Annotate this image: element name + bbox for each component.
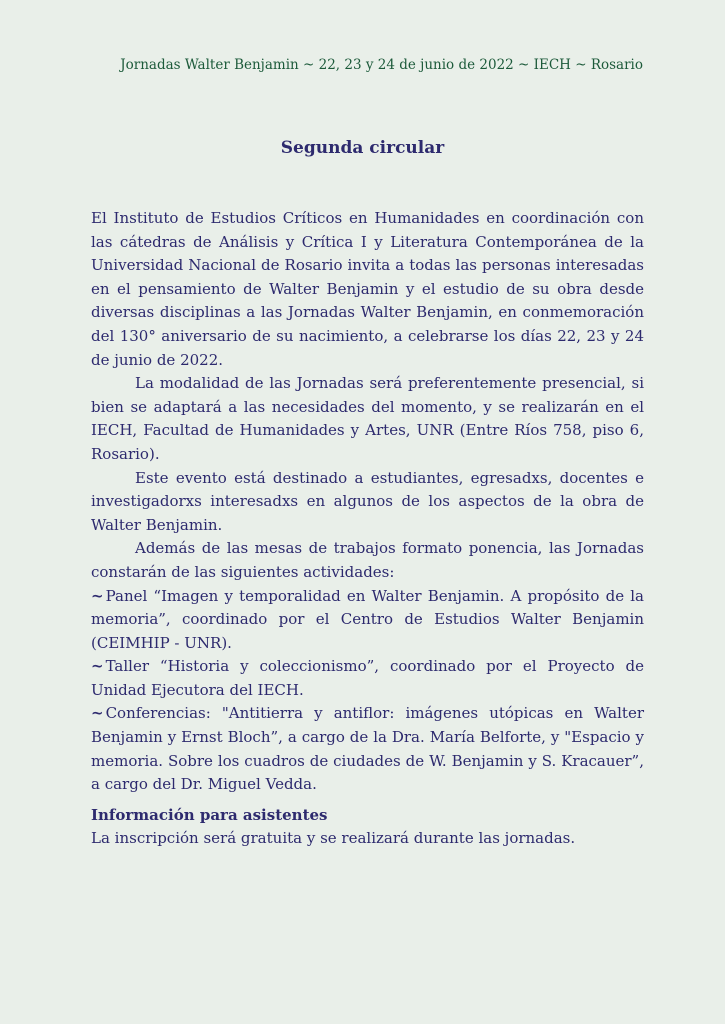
activity-item-conferences (91, 702, 644, 796)
activity-text: Panel “Imagen y temporalidad en Walter Benjamin. A propósito de la memoria”, coordinado por el Centro de Estudios Walter Benjamin (CEIMHIP - UNR). (91, 586, 644, 652)
tilde-marker: ~ (91, 657, 104, 676)
activity-text: Conferencias: "Antitierra y antiflor: imágenes utópicas en Walter Benjamin y Ernst Bloch”, a cargo de la Dra. María Belforte, y "Espacio y memoria. Sobre los cuadros de ciudades de W. Benjamin y S. Kracauer”, a cargo del Dr. Miguel Vedda. (91, 704, 644, 794)
activities-intro-paragraph: Además de las mesas de trabajos formato ponencia, las Jornadas constarán de las siguientes actividades: (91, 539, 644, 581)
running-header: Jornadas Walter Benjamin ~ 22, 23 y 24 de junio de 2022 ~ IECH ~ Rosario (120, 57, 643, 73)
tilde-marker: ~ (91, 704, 104, 723)
activity-text: Taller “Historia y coleccionismo”, coordinado por el Proyecto de Unidad Ejecutora del IECH. (91, 657, 644, 699)
activity-item-panel (91, 585, 644, 656)
intro-paragraph: El Instituto de Estudios Críticos en Humanidades en coordinación con las cátedras de Análisis y Crítica I y Literatura Contemporánea de la Universidad Nacional de Rosario invita a todas las personas interesadas en el pensamiento de Walter Benjamin y el estudio de su obra desde diversas disciplinas a las Jornadas Walter Benjamin, en conmemoración del 130° aniversario de su nacimiento, a celebrarse los días 22, 23 y 24 de junio de 2022. (91, 209, 644, 369)
page-title: Segunda circular (280, 138, 445, 158)
info-text: La inscripción será gratuita y se realizará durante las jornadas. (91, 829, 576, 847)
document-body (91, 207, 644, 797)
tilde-marker: ~ (91, 586, 104, 605)
modality-paragraph: La modalidad de las Jornadas será preferentemente presencial, si bien se adaptará a las necesidades del momento, y se realizarán en el IECH, Facultad de Humanidades y Artes, UNR (Entre Ríos 758, piso 6, Rosario). (91, 374, 644, 463)
activity-item-workshop (91, 655, 644, 702)
audience-paragraph: Este evento está destinado a estudiantes, egresadxs, docentes e investigadorxs interesadxs en algunos de los aspectos de la obra de Walter Benjamin. (91, 468, 644, 534)
info-heading: Información para asistentes (91, 806, 328, 824)
